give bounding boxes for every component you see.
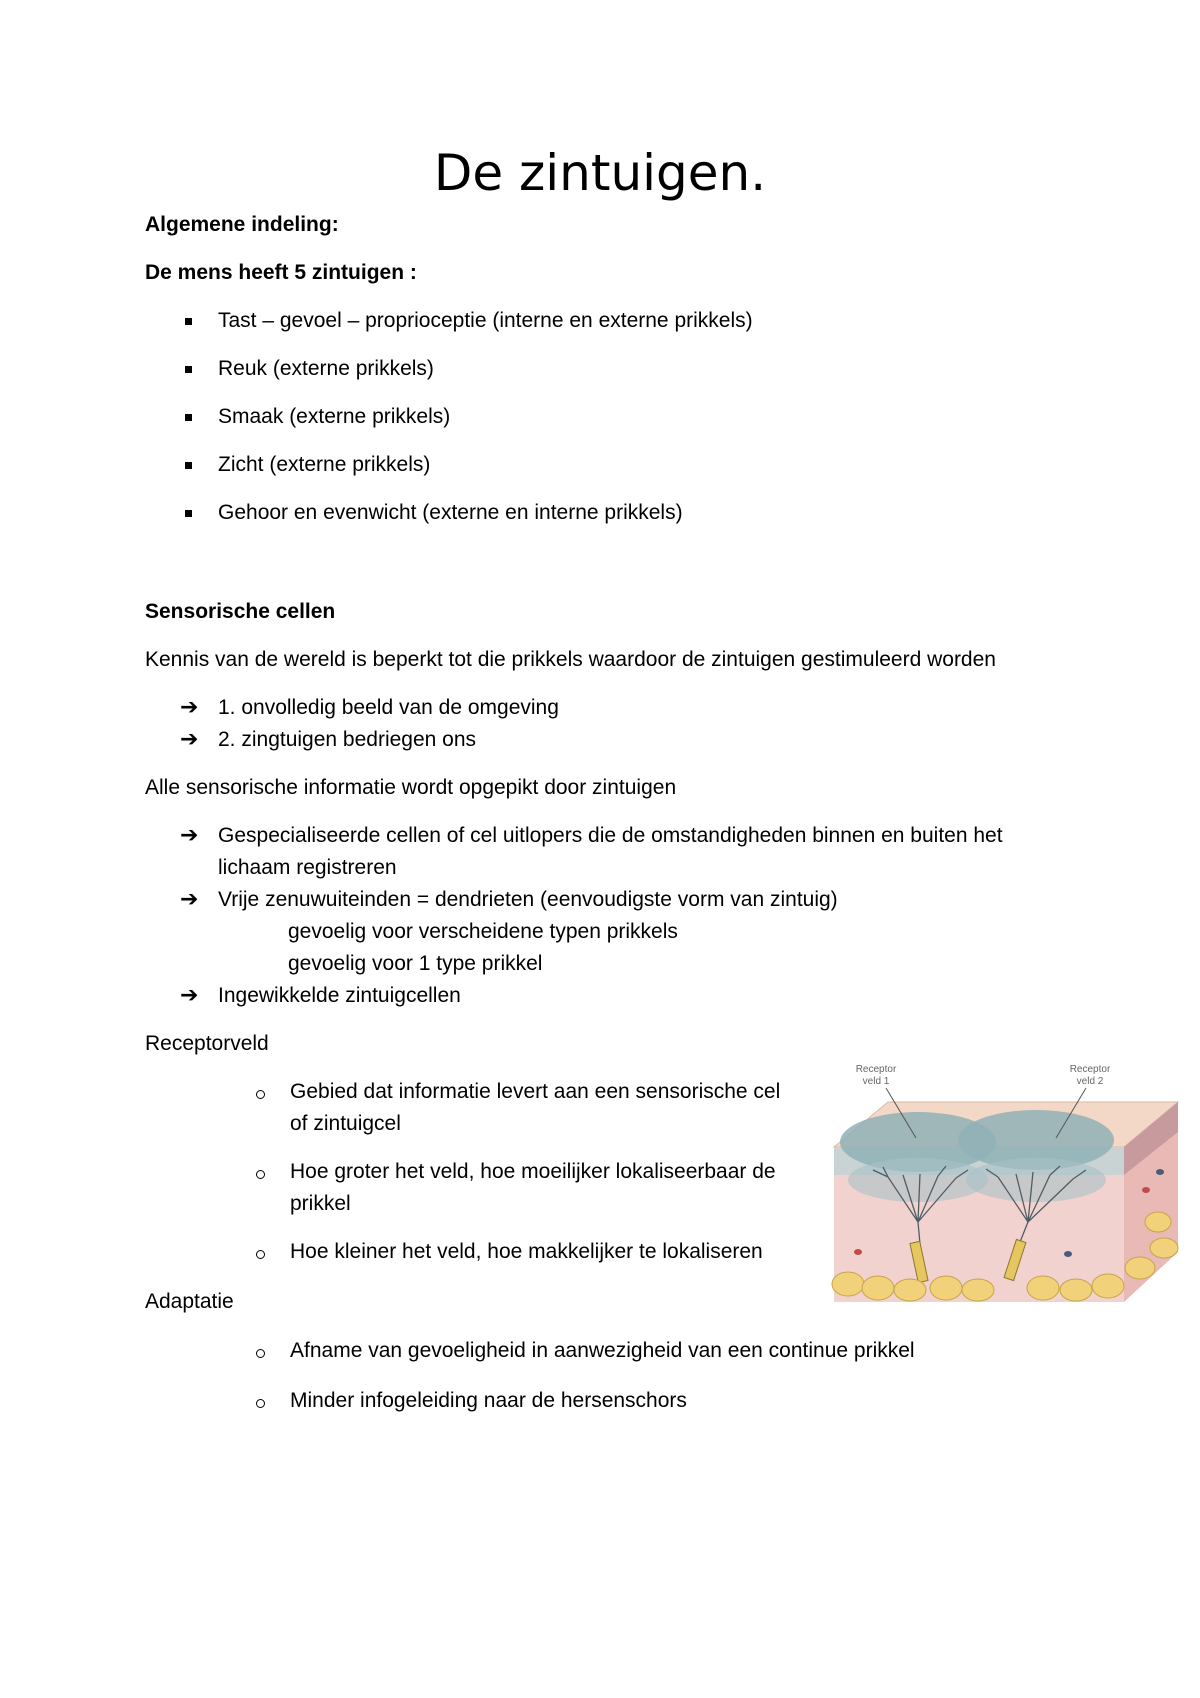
heading-sensory-cells: Sensorische cellen [145, 600, 336, 623]
figure-label-field-2: Receptor [1069, 1064, 1111, 1075]
list-item: Gebied dat informatie levert aan een sensorische cel [290, 1080, 781, 1103]
list-item: Minder infogeleiding naar de hersenschors [290, 1389, 687, 1412]
list-item: Reuk (externe prikkels) [218, 357, 434, 380]
list-item: 1. onvolledig beeld van de omgeving [218, 696, 559, 719]
list-item: Afname van gevoeligheid in aanwezigheid van een continue prikkel [290, 1339, 915, 1362]
heading-receptor-field: Receptorveld [145, 1032, 269, 1055]
receptor-field-illustration [828, 1062, 1180, 1302]
circle-bullet-icon [256, 1399, 265, 1408]
list-item: Zicht (externe prikkels) [218, 453, 431, 476]
sensory-intro: Kennis van de wereld is beperkt tot die prikkels waardoor de zintuigen gestimuleerd worden [145, 648, 996, 671]
arrow-right-icon: ➔ [180, 726, 199, 751]
heading-five-senses: De mens heeft 5 zintuigen : [145, 261, 417, 284]
heading-adaptation: Adaptatie [145, 1290, 234, 1313]
circle-bullet-icon [256, 1250, 265, 1259]
square-bullet-icon [185, 318, 192, 325]
circle-bullet-icon [256, 1349, 265, 1358]
figure-label-field-1-sub: veld 1 [862, 1076, 890, 1087]
list-item: Hoe groter het veld, hoe moeilijker lokaliseerbaar de [290, 1160, 776, 1183]
arrow-right-icon: ➔ [180, 886, 199, 911]
list-item-continuation: of zintuigcel [290, 1112, 401, 1135]
list-item-continuation: prikkel [290, 1192, 351, 1215]
sub-item: gevoelig voor verscheidene typen prikkels [288, 920, 678, 943]
list-item: Smaak (externe prikkels) [218, 405, 451, 428]
square-bullet-icon [185, 414, 192, 421]
circle-bullet-icon [256, 1170, 265, 1179]
figure-label-field-2-sub: veld 2 [1076, 1076, 1104, 1087]
list-item: Gespecialiseerde cellen of cel uitlopers die de omstandigheden binnen en buiten het [218, 824, 1003, 847]
arrow-right-icon: ➔ [180, 694, 199, 719]
square-bullet-icon [185, 510, 192, 517]
figure-label-field-1: Receptor [855, 1064, 897, 1075]
arrow-right-icon: ➔ [180, 822, 199, 847]
page-title: De zintuigen. [433, 144, 767, 202]
list-item: 2. zingtuigen bedriegen ons [218, 728, 477, 751]
list-item: Gehoor en evenwicht (externe en interne prikkels) [218, 501, 683, 524]
heading-general: Algemene indeling: [145, 213, 339, 236]
list-item: Tast – gevoel – proprioceptie (interne en externe prikkels) [218, 309, 753, 332]
info-intro: Alle sensorische informatie wordt opgepikt door zintuigen [145, 776, 677, 799]
sub-item: gevoelig voor 1 type prikkel [288, 952, 543, 975]
list-item: Ingewikkelde zintuigcellen [218, 984, 461, 1007]
square-bullet-icon [185, 462, 192, 469]
square-bullet-icon [185, 366, 192, 373]
circle-bullet-icon [256, 1090, 265, 1099]
list-item: Vrije zenuwuiteinden = dendrieten (eenvoudigste vorm van zintuig) [218, 888, 838, 911]
list-item-continuation: lichaam registreren [218, 856, 397, 879]
arrow-right-icon: ➔ [180, 982, 199, 1007]
list-item: Hoe kleiner het veld, hoe makkelijker te lokaliseren [290, 1240, 763, 1263]
